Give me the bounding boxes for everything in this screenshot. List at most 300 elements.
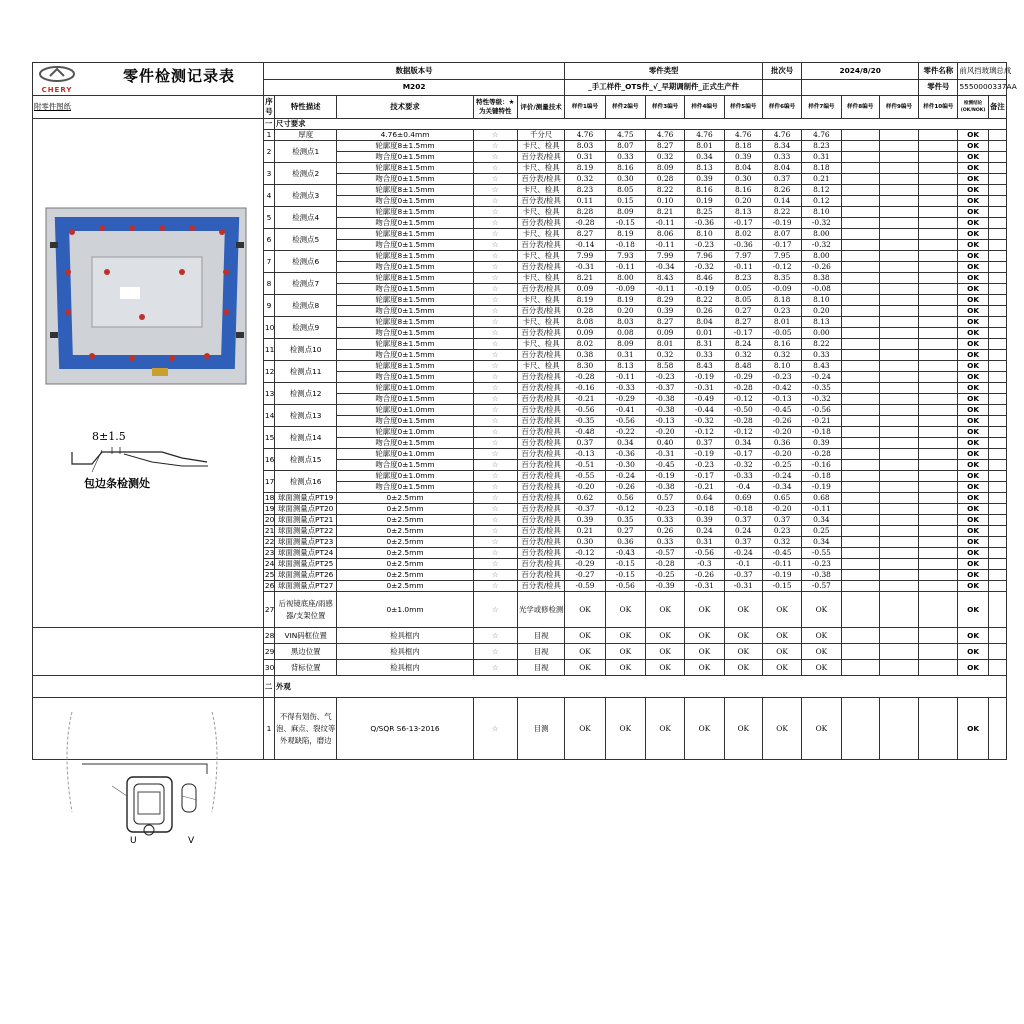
sample-value bbox=[879, 306, 918, 317]
sample-value: OK bbox=[605, 698, 645, 760]
sample-value: 0.38 bbox=[565, 350, 605, 361]
sample-value bbox=[879, 482, 918, 493]
sample-value bbox=[919, 218, 958, 229]
sample-value bbox=[841, 317, 879, 328]
sample-value: OK bbox=[685, 592, 724, 628]
sample-value: OK bbox=[685, 628, 724, 644]
row-grade: ☆ bbox=[473, 328, 517, 339]
row-method: 卡尺、检具 bbox=[517, 251, 564, 262]
sample-value: 8.43 bbox=[802, 361, 841, 372]
sample-value: 0.27 bbox=[724, 306, 762, 317]
sample-value: 8.16 bbox=[724, 185, 762, 196]
fixture-image bbox=[32, 202, 261, 392]
sample-value bbox=[919, 660, 958, 676]
sample-value: -0.19 bbox=[685, 449, 724, 460]
sample-value: -0.28 bbox=[565, 218, 605, 229]
row-method: 百分表/检具 bbox=[517, 218, 564, 229]
mirror-u-label: U bbox=[130, 836, 137, 846]
row-judge: OK bbox=[958, 251, 988, 262]
row-tech-req: 吻合度0±1.5mm bbox=[337, 438, 473, 449]
sample-value: 0.09 bbox=[645, 328, 684, 339]
row-grade: ☆ bbox=[473, 438, 517, 449]
row-seq: 22 bbox=[264, 537, 275, 546]
sample-value bbox=[841, 559, 879, 570]
sample-value bbox=[841, 185, 879, 196]
row-grade: ☆ bbox=[473, 339, 517, 350]
row-judge: OK bbox=[958, 537, 988, 548]
row-grade: ☆ bbox=[473, 240, 517, 251]
col-sample-4: 样件4编号 bbox=[685, 96, 724, 119]
row-remark bbox=[988, 240, 1006, 251]
row-remark bbox=[988, 130, 1006, 141]
sample-value bbox=[919, 416, 958, 427]
sample-value: 8.19 bbox=[605, 229, 645, 240]
sample-value: 0.32 bbox=[724, 350, 762, 361]
sample-value: 0.10 bbox=[645, 196, 684, 207]
sample-value bbox=[919, 306, 958, 317]
sample-value: 0.32 bbox=[762, 537, 801, 548]
sample-value: -0.57 bbox=[802, 581, 841, 592]
row-tech-req: 吻合度0±1.5mm bbox=[337, 460, 473, 471]
sample-value bbox=[879, 537, 918, 548]
row-seq: 4 bbox=[263, 185, 274, 207]
sample-value: 8.34 bbox=[762, 141, 801, 152]
sample-value bbox=[879, 394, 918, 405]
sample-value bbox=[841, 229, 879, 240]
sample-value bbox=[879, 460, 918, 471]
row-remark bbox=[988, 251, 1006, 262]
row-judge: OK bbox=[958, 383, 988, 394]
row-method: 百分表/检具 bbox=[517, 394, 564, 405]
sample-value bbox=[841, 240, 879, 251]
sample-value: -0.36 bbox=[724, 240, 762, 251]
sample-value bbox=[919, 130, 958, 141]
sample-value bbox=[879, 273, 918, 284]
sample-value: 0.33 bbox=[605, 152, 645, 163]
row-feature: 检测点14 bbox=[274, 427, 337, 449]
sample-value bbox=[879, 644, 918, 660]
section2-num: 二 bbox=[263, 676, 274, 698]
row-remark bbox=[988, 163, 1006, 174]
sample-value: -0.16 bbox=[802, 460, 841, 471]
sample-value bbox=[879, 317, 918, 328]
row-method: 百分表/检具 bbox=[517, 196, 564, 207]
sample-value: 0.33 bbox=[802, 350, 841, 361]
row-feature: 球面测量点PT19 bbox=[274, 493, 337, 504]
sample-value: -0.18 bbox=[802, 427, 841, 438]
row-seq: 2 bbox=[263, 141, 274, 163]
sample-value: 0.26 bbox=[685, 306, 724, 317]
sample-value bbox=[919, 372, 958, 383]
sample-value: -0.26 bbox=[605, 482, 645, 493]
sample-value: -0.05 bbox=[762, 328, 801, 339]
row-judge: OK bbox=[958, 559, 988, 570]
sample-value bbox=[919, 581, 958, 592]
sample-value bbox=[879, 339, 918, 350]
sample-value: -0.17 bbox=[685, 471, 724, 482]
row-method: 卡尺、检具 bbox=[517, 317, 564, 328]
sample-value: OK bbox=[802, 592, 841, 628]
sample-value: -0.24 bbox=[762, 471, 801, 482]
sample-value: -0.08 bbox=[802, 284, 841, 295]
sample-value: OK bbox=[605, 592, 645, 628]
header-brand-cell bbox=[33, 63, 264, 96]
row-seq: 7 bbox=[263, 251, 274, 273]
row-feature: 后视镜底座/雨感器/支架位置 bbox=[274, 592, 337, 628]
sample-value: 8.21 bbox=[645, 207, 684, 218]
sample-value bbox=[841, 218, 879, 229]
row-feature: 检测点6 bbox=[274, 251, 337, 273]
sample-value: 0.34 bbox=[802, 515, 841, 526]
sample-value: 8.16 bbox=[685, 185, 724, 196]
sample-value: -0.56 bbox=[605, 581, 645, 592]
row-grade: ☆ bbox=[473, 660, 517, 676]
sample-value: OK bbox=[802, 698, 841, 760]
sample-value: 0.30 bbox=[605, 174, 645, 185]
row-seq: 21 bbox=[264, 526, 275, 535]
row-judge: OK bbox=[958, 628, 988, 644]
sample-value: 0.28 bbox=[565, 306, 605, 317]
sample-value: 0.37 bbox=[762, 174, 801, 185]
row-seq: 3 bbox=[263, 163, 274, 185]
sample-value: -0.38 bbox=[645, 482, 684, 493]
row-grade: ☆ bbox=[473, 350, 517, 361]
row-seq: 30 bbox=[263, 660, 274, 676]
row-judge: OK bbox=[958, 273, 988, 284]
row-method: 目视 bbox=[517, 628, 564, 644]
row-feature: 球面测量点PT26 bbox=[274, 570, 337, 581]
row-tech-req: 轮廓度8±1.5mm bbox=[337, 163, 473, 174]
sample-value: -0.45 bbox=[645, 460, 684, 471]
sample-value bbox=[841, 372, 879, 383]
row-judge: OK bbox=[958, 229, 988, 240]
sample-value: 0.15 bbox=[605, 196, 645, 207]
row-tech-req: 0±2.5mm bbox=[337, 570, 473, 581]
sample-value bbox=[919, 207, 958, 218]
row-tech-req: 检具框内 bbox=[337, 660, 473, 676]
row-grade: ☆ bbox=[473, 427, 517, 438]
sample-value bbox=[879, 559, 918, 570]
sample-value bbox=[879, 251, 918, 262]
row-remark bbox=[988, 328, 1006, 339]
sample-value: -0.13 bbox=[645, 416, 684, 427]
batch-empty bbox=[762, 79, 801, 96]
row-method: 百分表/检具 bbox=[517, 240, 564, 251]
row-method: 百分表/检具 bbox=[517, 548, 564, 559]
sample-value: -0.43 bbox=[605, 548, 645, 559]
sample-value: -0.11 bbox=[645, 284, 684, 295]
row-method: 卡尺、检具 bbox=[517, 273, 564, 284]
inspection-sheet bbox=[32, 62, 1017, 846]
sample-value bbox=[841, 394, 879, 405]
sample-value: 7.99 bbox=[565, 251, 605, 262]
row-tech-req: 轮廓度0±1.0mm bbox=[337, 471, 473, 482]
sample-value: -0.32 bbox=[802, 240, 841, 251]
sample-value bbox=[919, 339, 958, 350]
sample-value: 4.76 bbox=[565, 130, 605, 141]
row-judge: OK bbox=[958, 163, 988, 174]
row-judge: OK bbox=[958, 130, 988, 141]
sample-value: -0.20 bbox=[762, 449, 801, 460]
sample-value: 0.69 bbox=[724, 493, 762, 504]
row-grade: ☆ bbox=[473, 196, 517, 207]
row-grade: ☆ bbox=[473, 372, 517, 383]
sample-value: OK bbox=[802, 628, 841, 644]
sample-value: 8.18 bbox=[762, 295, 801, 306]
sample-value: 0.39 bbox=[802, 438, 841, 449]
row-tech-req: 0±2.5mm bbox=[337, 526, 473, 537]
sample-value: 8.12 bbox=[802, 185, 841, 196]
sample-value bbox=[919, 698, 958, 760]
sample-value bbox=[879, 526, 918, 537]
row-grade: ☆ bbox=[473, 515, 517, 526]
row-tech-req: 0±2.5mm bbox=[337, 559, 473, 570]
sample-value bbox=[841, 592, 879, 628]
row-grade: ☆ bbox=[473, 284, 517, 295]
sample-value: -0.31 bbox=[685, 581, 724, 592]
sample-value: -0.55 bbox=[565, 471, 605, 482]
sample-value: 8.27 bbox=[645, 141, 684, 152]
row-feature: 球面测量点PT24 bbox=[274, 548, 337, 559]
sample-value bbox=[919, 504, 958, 515]
row-grade: ☆ bbox=[473, 306, 517, 317]
sample-value bbox=[919, 317, 958, 328]
sample-value: -0.12 bbox=[685, 427, 724, 438]
sample-value: 8.27 bbox=[724, 317, 762, 328]
sample-value: 8.21 bbox=[565, 273, 605, 284]
inspection-table bbox=[32, 62, 1017, 760]
row-tech-req: 吻合度0±1.5mm bbox=[337, 196, 473, 207]
row-grade: ☆ bbox=[473, 449, 517, 460]
batch-value: 2024/8/20 bbox=[802, 63, 919, 80]
row-judge: OK bbox=[958, 152, 988, 163]
part-no-label: 零件号 bbox=[919, 79, 958, 96]
sample-value: 0.01 bbox=[685, 328, 724, 339]
row-judge: OK bbox=[958, 328, 988, 339]
row-judge: OK bbox=[958, 284, 988, 295]
sample-value: -0.28 bbox=[645, 559, 684, 570]
sample-value: 8.38 bbox=[802, 273, 841, 284]
row-remark bbox=[988, 570, 1006, 581]
sample-value: OK bbox=[565, 660, 605, 676]
sample-value: 0.37 bbox=[724, 515, 762, 526]
row-tech-req: 轮廓度0±1.0mm bbox=[337, 405, 473, 416]
sample-value: 0.00 bbox=[802, 328, 841, 339]
row-judge: OK bbox=[958, 416, 988, 427]
row-method: 百分表/检具 bbox=[517, 471, 564, 482]
sample-value: -0.24 bbox=[605, 471, 645, 482]
row-grade: ☆ bbox=[473, 152, 517, 163]
row-grade: ☆ bbox=[473, 262, 517, 273]
sample-value: 8.00 bbox=[802, 251, 841, 262]
row-method: 百分表/检具 bbox=[517, 559, 564, 570]
sample-value: -0.09 bbox=[762, 284, 801, 295]
sample-value: -0.28 bbox=[565, 372, 605, 383]
chery-logo bbox=[37, 65, 77, 93]
sample-value bbox=[841, 644, 879, 660]
row-remark bbox=[988, 628, 1006, 644]
section-dimension: 8±1.5 bbox=[92, 430, 126, 443]
sample-value: 8.23 bbox=[724, 273, 762, 284]
sample-value: 7.93 bbox=[605, 251, 645, 262]
sample-value: -0.28 bbox=[802, 449, 841, 460]
sample-value: -0.32 bbox=[685, 262, 724, 273]
col-sample-3: 样件3编号 bbox=[645, 96, 684, 119]
sample-value: 0.31 bbox=[605, 350, 645, 361]
sample-value: 0.23 bbox=[762, 526, 801, 537]
sample-value: -0.21 bbox=[802, 416, 841, 427]
sample-value bbox=[879, 152, 918, 163]
col-tech-req: 技术要求 bbox=[337, 96, 473, 119]
sample-value: 0.39 bbox=[685, 174, 724, 185]
sample-value: 8.10 bbox=[685, 229, 724, 240]
row-remark bbox=[988, 548, 1006, 559]
sample-value: 0.14 bbox=[762, 196, 801, 207]
data-version-label: 数据版本号 bbox=[263, 63, 564, 80]
sample-value: 8.48 bbox=[724, 361, 762, 372]
sample-value: -0.57 bbox=[645, 548, 684, 559]
sample-value: 8.26 bbox=[762, 185, 801, 196]
row-grade: ☆ bbox=[473, 251, 517, 262]
sample-value: 0.36 bbox=[762, 438, 801, 449]
row-grade: ☆ bbox=[473, 383, 517, 394]
row-remark bbox=[988, 493, 1006, 504]
sample-value: 0.33 bbox=[645, 515, 684, 526]
row-feature: 球面测量点PT21 bbox=[274, 515, 337, 526]
row-judge: OK bbox=[958, 141, 988, 152]
sample-value: -0.31 bbox=[724, 581, 762, 592]
col-sample-7: 样件7编号 bbox=[802, 96, 841, 119]
sample-value: 7.96 bbox=[685, 251, 724, 262]
row-seq: 20 bbox=[264, 515, 275, 524]
sample-value: -0.55 bbox=[802, 548, 841, 559]
sample-value bbox=[919, 592, 958, 628]
row-tech-req: 0±2.5mm bbox=[337, 515, 473, 526]
sample-value: 8.10 bbox=[762, 361, 801, 372]
sample-value: 8.09 bbox=[605, 207, 645, 218]
sample-value bbox=[841, 339, 879, 350]
sample-value bbox=[841, 174, 879, 185]
row-feature: 检测点11 bbox=[274, 361, 337, 383]
attachment-link: 附零件图纸 bbox=[34, 102, 71, 111]
row-method: 百分表/检具 bbox=[517, 570, 564, 581]
sample-value bbox=[841, 526, 879, 537]
sample-value: -0.36 bbox=[685, 218, 724, 229]
row-judge: OK bbox=[958, 660, 988, 676]
sample-value bbox=[841, 504, 879, 515]
row-grade: ☆ bbox=[473, 295, 517, 306]
row-judge: OK bbox=[958, 295, 988, 306]
row-judge: OK bbox=[958, 482, 988, 493]
section2-label: 外观 bbox=[274, 676, 1006, 698]
sample-value: -0.13 bbox=[565, 449, 605, 460]
sample-value bbox=[841, 207, 879, 218]
sample-value bbox=[879, 207, 918, 218]
row-remark bbox=[988, 660, 1006, 676]
row-feature: 不得有划伤、气泡、麻点、裂纹等外观缺陷，磨边 bbox=[274, 698, 337, 760]
row-judge: OK bbox=[958, 207, 988, 218]
row-feature: 检测点8 bbox=[274, 295, 337, 317]
row-tech-req: 吻合度0±1.5mm bbox=[337, 284, 473, 295]
sample-value: 8.01 bbox=[762, 317, 801, 328]
row-remark bbox=[988, 515, 1006, 526]
sample-value: OK bbox=[762, 698, 801, 760]
row-remark bbox=[988, 229, 1006, 240]
row-grade: ☆ bbox=[473, 207, 517, 218]
row-feature: 球面测量点PT27 bbox=[274, 581, 337, 592]
sample-value bbox=[841, 350, 879, 361]
row-judge: OK bbox=[958, 372, 988, 383]
sample-value: 8.05 bbox=[605, 185, 645, 196]
sample-value: -0.56 bbox=[685, 548, 724, 559]
sample-value: 0.25 bbox=[802, 526, 841, 537]
table-row bbox=[33, 628, 1007, 644]
row-method: 百分表/检具 bbox=[517, 449, 564, 460]
sample-value bbox=[879, 174, 918, 185]
row-tech-req: 吻合度0±1.5mm bbox=[337, 218, 473, 229]
sample-value bbox=[841, 548, 879, 559]
row-remark bbox=[988, 482, 1006, 493]
row-feature: 检测点1 bbox=[274, 141, 337, 163]
sample-value bbox=[879, 548, 918, 559]
row-method: 卡尺、检具 bbox=[517, 207, 564, 218]
row-tech-req: 轮廓度8±1.5mm bbox=[337, 229, 473, 240]
mirror-base-drawing bbox=[32, 692, 261, 842]
row-judge: OK bbox=[958, 548, 988, 559]
sample-value: 0.20 bbox=[802, 306, 841, 317]
mirror-v-label: V bbox=[188, 836, 195, 846]
row-tech-req: 轮廓度8±1.5mm bbox=[337, 295, 473, 306]
sample-value: -0.27 bbox=[565, 570, 605, 581]
col-judge: 检测结论(OK/NOK) bbox=[958, 96, 988, 119]
row-judge: OK bbox=[958, 698, 988, 760]
row-tech-req: 轮廓度0±1.0mm bbox=[337, 383, 473, 394]
sample-value bbox=[919, 427, 958, 438]
row-method: 百分表/检具 bbox=[517, 405, 564, 416]
sample-value: 0.24 bbox=[724, 526, 762, 537]
sample-value: OK bbox=[565, 644, 605, 660]
sample-value: 0.08 bbox=[605, 328, 645, 339]
sample-value: 0.37 bbox=[724, 537, 762, 548]
row-method: 百分表/检具 bbox=[517, 504, 564, 515]
sample-value bbox=[919, 295, 958, 306]
sample-value bbox=[841, 306, 879, 317]
sample-value bbox=[841, 163, 879, 174]
sample-value bbox=[919, 284, 958, 295]
row-feature: 球面测量点PT22 bbox=[274, 526, 337, 537]
sample-value: -0.23 bbox=[645, 372, 684, 383]
part-no-value: 5550000337AA bbox=[958, 79, 1007, 96]
row-seq: 27 bbox=[263, 592, 274, 628]
row-judge: OK bbox=[958, 427, 988, 438]
row-method: 卡尺、检具 bbox=[517, 295, 564, 306]
row-remark bbox=[988, 526, 1006, 537]
row-seq: 12 bbox=[263, 361, 274, 383]
sample-value bbox=[879, 141, 918, 152]
sample-value: 0.09 bbox=[565, 328, 605, 339]
sample-value: -0.23 bbox=[762, 372, 801, 383]
row-remark bbox=[988, 644, 1006, 660]
part-type-options: _手工样件_OTS件_√_早期调制件_正式生产件 bbox=[565, 79, 763, 96]
sample-value: -0.42 bbox=[762, 383, 801, 394]
sample-value bbox=[841, 152, 879, 163]
sample-value: OK bbox=[565, 628, 605, 644]
col-sample-2: 样件2编号 bbox=[605, 96, 645, 119]
sample-value: 8.22 bbox=[645, 185, 684, 196]
sample-value bbox=[879, 185, 918, 196]
sample-value bbox=[919, 526, 958, 537]
sample-value: -0.20 bbox=[762, 427, 801, 438]
